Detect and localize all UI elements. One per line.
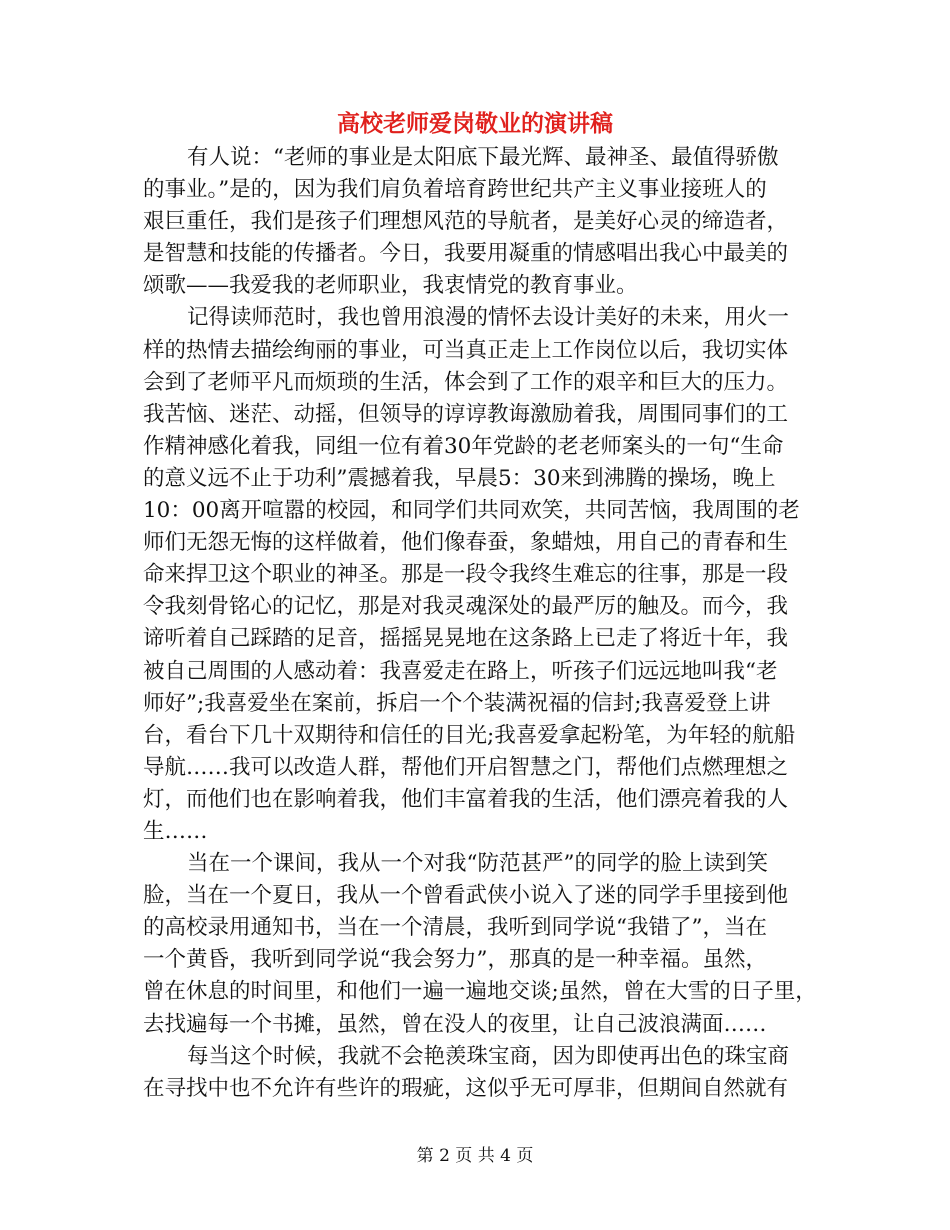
body-text-line: 脸，当在一个夏日，我从一个曾看武侠小说入了迷的同学手里接到他: [143, 883, 789, 909]
body-text-line: 的意义远不止于功利”震撼着我，早晨5：30来到沸腾的操场，晚上: [143, 465, 776, 491]
document-body: [143, 142, 817, 1105]
body-text-line: 一个黄昏，我听到同学说“我会努力”，那真的是一种幸福。虽然，: [143, 947, 767, 973]
body-text-line: 命来捍卫这个职业的神圣。那是一段令我终生难忘的往事，那是一段: [143, 562, 789, 588]
body-text-line: 令我刻骨铭心的记忆，那是对我灵魂深处的最严厉的触及。而今，我: [143, 594, 789, 620]
body-text-line: 谛听着自己踩踏的足音，摇摇晃晃地在这条路上已走了将近十年，我: [143, 626, 789, 652]
body-text-line: 10：00离开喧嚣的校园，和同学们共同欢笑，共同苦恼，我周围的老: [143, 498, 800, 524]
body-text-line: 导航……我可以改造人群，帮他们开启智慧之门，帮他们点燃理想之: [143, 754, 789, 780]
body-text-line: 生……: [143, 818, 208, 844]
body-text-line: 的事业。”是的，因为我们肩负着培育跨世纪共产主义事业接班人的: [143, 177, 767, 203]
body-text-line: 的高校录用通知书，当在一个清晨，我听到同学说“我错了”，当在: [143, 915, 767, 941]
body-text-line: 样的热情去描绘绚丽的事业，可当真正走上工作岗位以后，我切实体: [143, 337, 789, 363]
body-text-line: 颂歌——我爱我的老师职业，我衷情党的教育事业。: [143, 273, 638, 299]
page-number-footer: 第 2 页 共 4 页: [416, 1146, 534, 1166]
body-text-line: 艰巨重任，我们是孩子们理想风范的导航者，是美好心灵的缔造者，: [143, 209, 789, 235]
body-text-line: 会到了老师平凡而烦琐的生活，体会到了工作的艰辛和巨大的压力。: [143, 369, 789, 395]
body-text-line: 师们无怨无悔的这样做着，他们像春蚕，象蜡烛，用自己的青春和生: [143, 530, 789, 556]
body-text-line: 当在一个课间，我从一个对我“防范甚严”的同学的脸上读到笑: [187, 851, 768, 877]
body-text-line: 作精神感化着我，同组一位有着30年党龄的老老师案头的一句“生命: [143, 433, 784, 459]
body-text-line: 师好”;我喜爱坐在案前，拆启一个个装满祝福的信封;我喜爱登上讲: [143, 690, 771, 716]
body-text-line: 去找遍每一个书摊，虽然，曾在没人的夜里，让自己波浪满面……: [143, 1011, 767, 1037]
body-text-line: 灯，而他们也在影响着我，他们丰富着我的生活，他们漂亮着我的人: [143, 786, 789, 812]
body-text-line: 台，看台下几十双期待和信任的目光;我喜爱拿起粉笔，为年轻的航船: [143, 722, 796, 748]
document-title: 高校老师爱岗敬业的演讲稿: [337, 110, 613, 137]
body-text-line: 是智慧和技能的传播者。今日，我要用凝重的情感唱出我心中最美的: [143, 241, 789, 267]
body-text-line: 有人说：“老师的事业是太阳底下最光辉、最神圣、最值得骄傲: [187, 145, 779, 170]
body-text-line: 在寻找中也不允许有些许的瑕疵，这似乎无可厚非，但期间自然就有: [143, 1075, 789, 1101]
body-text-line: 每当这个时候，我就不会艳羡珠宝商，因为即使再出色的珠宝商: [187, 1043, 790, 1069]
body-text-line: 曾在休息的时间里，和他们一遍一遍地交谈;虽然，曾在大雪的日子里，: [143, 979, 817, 1005]
body-text-line: 我苦恼、迷茫、动摇，但领导的谆谆教诲激励着我，周围同事们的工: [143, 401, 789, 427]
body-text-line: 记得读师范时，我也曾用浪漫的情怀去设计美好的未来，用火一: [187, 305, 790, 331]
body-text-line: 被自己周围的人感动着：我喜爱走在路上，听孩子们远远地叫我“老: [143, 658, 778, 684]
